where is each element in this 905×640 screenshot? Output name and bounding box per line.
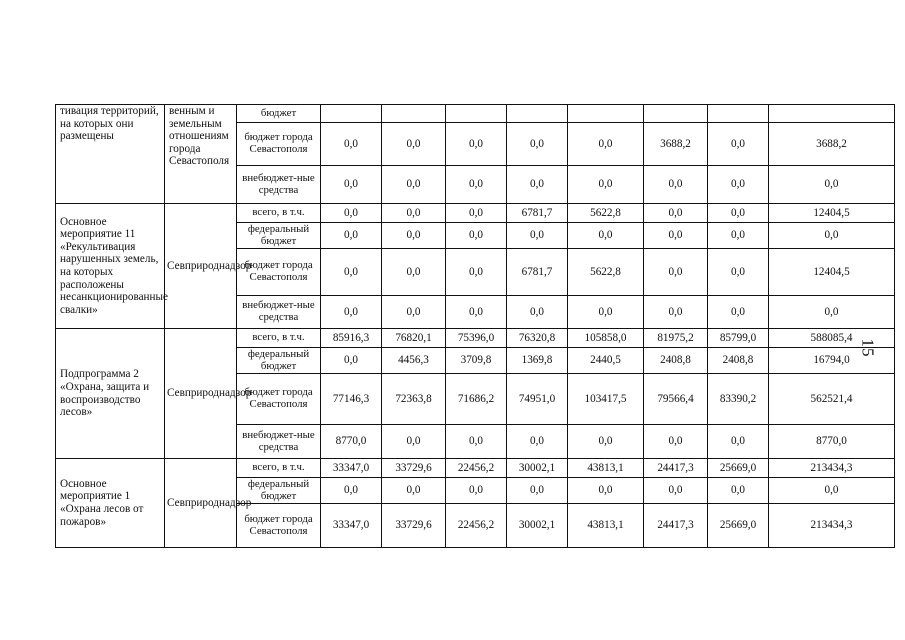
executor-cell: венным и земельным отношениям города Севастополя <box>165 105 237 204</box>
budget-table <box>55 104 895 548</box>
value-cell: 33347,0 <box>321 459 382 478</box>
value-cell: 0,0 <box>568 223 644 249</box>
value-cell: 30002,1 <box>507 504 568 548</box>
value-cell: 0,0 <box>507 296 568 329</box>
value-cell: 0,0 <box>446 249 507 296</box>
value-cell: 0,0 <box>321 478 382 504</box>
value-cell: 2408,8 <box>708 348 769 374</box>
value-cell: 3688,2 <box>644 123 708 166</box>
value-cell: 0,0 <box>708 425 769 459</box>
value-cell: 0,0 <box>382 249 446 296</box>
value-cell <box>507 105 568 123</box>
value-cell: 0,0 <box>708 249 769 296</box>
value-cell: 8770,0 <box>321 425 382 459</box>
funding-source-cell: внебюджет-ные средства <box>237 296 321 329</box>
value-cell: 105858,0 <box>568 329 644 348</box>
total-value-cell: 562521,4 <box>769 374 895 425</box>
value-cell: 76820,1 <box>382 329 446 348</box>
value-cell: 24417,3 <box>644 459 708 478</box>
value-cell: 6781,7 <box>507 204 568 223</box>
value-cell: 0,0 <box>644 478 708 504</box>
value-cell <box>708 105 769 123</box>
table-row <box>56 459 895 478</box>
funding-source-cell: всего, в т.ч. <box>237 204 321 223</box>
value-cell <box>568 105 644 123</box>
total-value-cell: 12404,5 <box>769 204 895 223</box>
value-cell: 0,0 <box>382 223 446 249</box>
activity-cell: тивация территорий, на которых они размещены <box>56 105 165 204</box>
value-cell: 1369,8 <box>507 348 568 374</box>
value-cell: 0,0 <box>507 123 568 166</box>
activity-cell: Основное мероприятие 1 «Охрана лесов от пожаров» <box>56 459 165 548</box>
funding-source-cell: федеральный бюджет <box>237 223 321 249</box>
funding-source-cell: всего, в т.ч. <box>237 459 321 478</box>
value-cell: 22456,2 <box>446 504 507 548</box>
value-cell <box>382 105 446 123</box>
value-cell: 0,0 <box>708 296 769 329</box>
value-cell: 0,0 <box>321 249 382 296</box>
value-cell: 0,0 <box>708 166 769 204</box>
value-cell: 0,0 <box>568 478 644 504</box>
value-cell: 76320,8 <box>507 329 568 348</box>
value-cell: 0,0 <box>446 425 507 459</box>
table-body <box>56 105 895 548</box>
value-cell: 0,0 <box>382 478 446 504</box>
value-cell: 75396,0 <box>446 329 507 348</box>
total-value-cell: 588085,4 <box>769 329 895 348</box>
value-cell: 0,0 <box>708 204 769 223</box>
value-cell: 33729,6 <box>382 459 446 478</box>
value-cell: 0,0 <box>708 478 769 504</box>
executor-cell: Севприроднадзор <box>165 459 237 548</box>
value-cell: 2440,5 <box>568 348 644 374</box>
value-cell: 81975,2 <box>644 329 708 348</box>
total-value-cell: 8770,0 <box>769 425 895 459</box>
value-cell: 0,0 <box>321 123 382 166</box>
funding-source-cell: бюджет города Севастополя <box>237 374 321 425</box>
value-cell: 5622,8 <box>568 204 644 223</box>
value-cell: 25669,0 <box>708 504 769 548</box>
funding-source-cell: федеральный бюджет <box>237 478 321 504</box>
funding-source-cell: бюджет города Севастополя <box>237 504 321 548</box>
value-cell: 43813,1 <box>568 504 644 548</box>
value-cell: 0,0 <box>708 223 769 249</box>
total-value-cell: 0,0 <box>769 166 895 204</box>
value-cell: 4456,3 <box>382 348 446 374</box>
value-cell: 0,0 <box>568 166 644 204</box>
value-cell: 0,0 <box>382 296 446 329</box>
page-number: 15 <box>858 338 878 358</box>
value-cell <box>321 105 382 123</box>
value-cell: 0,0 <box>446 223 507 249</box>
value-cell: 0,0 <box>507 223 568 249</box>
total-value-cell: 213434,3 <box>769 459 895 478</box>
table-row <box>56 204 895 223</box>
value-cell: 0,0 <box>446 166 507 204</box>
funding-source-cell: внебюджет-ные средства <box>237 166 321 204</box>
total-value-cell: 0,0 <box>769 223 895 249</box>
value-cell: 30002,1 <box>507 459 568 478</box>
value-cell: 0,0 <box>321 204 382 223</box>
value-cell: 0,0 <box>644 249 708 296</box>
total-value-cell: 0,0 <box>769 296 895 329</box>
value-cell: 3709,8 <box>446 348 507 374</box>
value-cell: 74951,0 <box>507 374 568 425</box>
value-cell: 0,0 <box>507 478 568 504</box>
value-cell: 2408,8 <box>644 348 708 374</box>
value-cell <box>446 105 507 123</box>
value-cell: 103417,5 <box>568 374 644 425</box>
value-cell: 0,0 <box>382 204 446 223</box>
total-value-cell <box>769 105 895 123</box>
value-cell: 77146,3 <box>321 374 382 425</box>
value-cell: 0,0 <box>708 123 769 166</box>
executor-cell: Севприроднадзор <box>165 204 237 329</box>
value-cell: 0,0 <box>507 166 568 204</box>
funding-source-cell: бюджет <box>237 105 321 123</box>
value-cell: 0,0 <box>446 204 507 223</box>
value-cell: 0,0 <box>321 166 382 204</box>
funding-source-cell: федеральный бюджет <box>237 348 321 374</box>
value-cell: 5622,8 <box>568 249 644 296</box>
activity-cell: Подпрограмма 2 «Охрана, защита и воспроизводство лесов» <box>56 329 165 459</box>
value-cell: 0,0 <box>568 425 644 459</box>
value-cell: 43813,1 <box>568 459 644 478</box>
funding-source-cell: внебюджет-ные средства <box>237 425 321 459</box>
value-cell: 0,0 <box>446 123 507 166</box>
value-cell: 71686,2 <box>446 374 507 425</box>
funding-source-cell: всего, в т.ч. <box>237 329 321 348</box>
value-cell: 0,0 <box>321 223 382 249</box>
value-cell: 33729,6 <box>382 504 446 548</box>
value-cell: 85916,3 <box>321 329 382 348</box>
total-value-cell: 12404,5 <box>769 249 895 296</box>
value-cell: 0,0 <box>321 296 382 329</box>
value-cell: 0,0 <box>644 166 708 204</box>
value-cell: 79566,4 <box>644 374 708 425</box>
value-cell: 0,0 <box>644 204 708 223</box>
value-cell: 25669,0 <box>708 459 769 478</box>
funding-source-cell: бюджет города Севастополя <box>237 123 321 166</box>
value-cell: 0,0 <box>446 296 507 329</box>
value-cell: 0,0 <box>382 425 446 459</box>
value-cell: 72363,8 <box>382 374 446 425</box>
value-cell: 0,0 <box>568 123 644 166</box>
value-cell: 0,0 <box>568 296 644 329</box>
executor-cell: Севприроднадзор <box>165 329 237 459</box>
table-row <box>56 105 895 123</box>
value-cell: 0,0 <box>382 166 446 204</box>
total-value-cell: 213434,3 <box>769 504 895 548</box>
value-cell: 33347,0 <box>321 504 382 548</box>
value-cell: 83390,2 <box>708 374 769 425</box>
value-cell: 0,0 <box>644 425 708 459</box>
value-cell: 0,0 <box>382 123 446 166</box>
value-cell: 0,0 <box>507 425 568 459</box>
value-cell <box>644 105 708 123</box>
funding-source-cell: бюджет города Севастополя <box>237 249 321 296</box>
value-cell: 0,0 <box>644 223 708 249</box>
value-cell: 24417,3 <box>644 504 708 548</box>
total-value-cell: 16794,0 <box>769 348 895 374</box>
table-row <box>56 329 895 348</box>
value-cell: 22456,2 <box>446 459 507 478</box>
value-cell: 0,0 <box>644 296 708 329</box>
total-value-cell: 0,0 <box>769 478 895 504</box>
value-cell: 6781,7 <box>507 249 568 296</box>
total-value-cell: 3688,2 <box>769 123 895 166</box>
value-cell: 0,0 <box>321 348 382 374</box>
activity-cell: Основное мероприятие 11 «Рекультивация нарушенных земель, на которых расположены несанкционированные свалки» <box>56 204 165 329</box>
value-cell: 0,0 <box>446 478 507 504</box>
value-cell: 85799,0 <box>708 329 769 348</box>
